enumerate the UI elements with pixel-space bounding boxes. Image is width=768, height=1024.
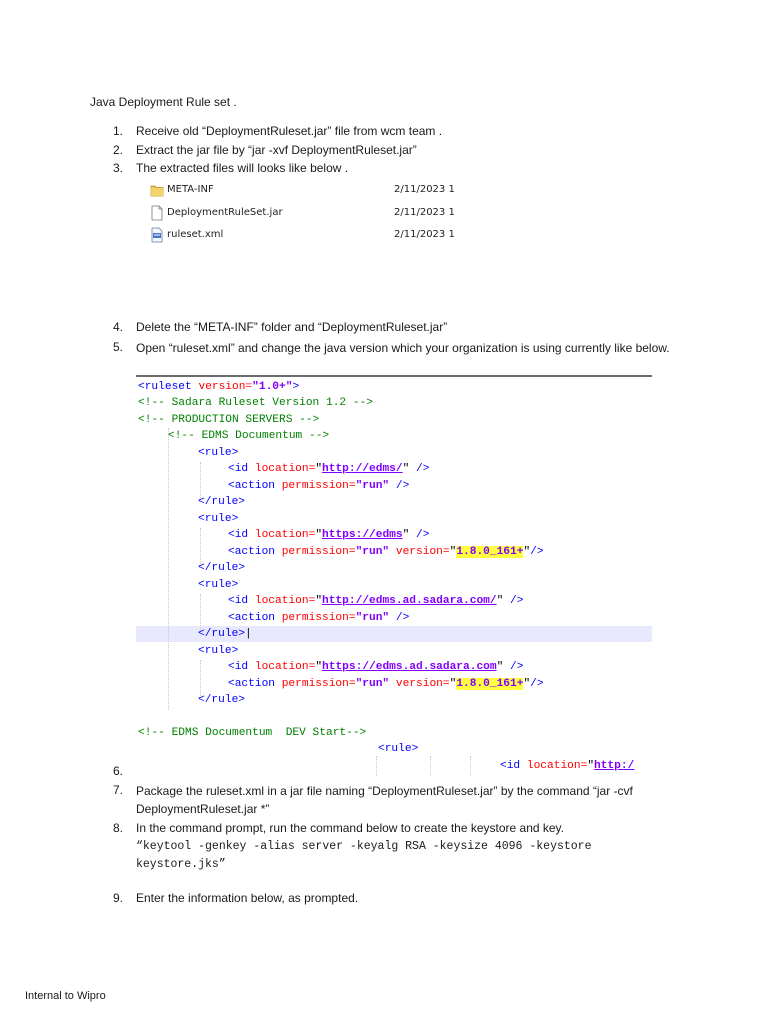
file-date: 2/11/2023 1 [394, 207, 455, 218]
code-token: version= [395, 678, 450, 690]
code-token: "run" [355, 480, 390, 492]
code-token: <action [228, 546, 275, 558]
code-token: location= [254, 595, 316, 607]
file-icon [150, 205, 164, 221]
code-token: /> [409, 463, 430, 475]
indent-guide [168, 428, 169, 710]
highlighted-java-version: 1.8.0_161+ [456, 678, 524, 690]
editor-top-border [136, 375, 652, 377]
code-token: /> [389, 612, 410, 624]
code-token: "run" [355, 546, 390, 558]
code-line-17: <rule> [198, 645, 239, 657]
code-token: <ruleset [138, 381, 192, 393]
step-1-text: Receive old “DeploymentRuleset.jar” file from wcm team . [136, 124, 443, 138]
code-url[interactable]: https://edms [322, 529, 403, 541]
code-token: <id [228, 595, 249, 607]
code-token: version= [395, 546, 450, 558]
indent-guide [376, 756, 377, 776]
code-token: "1.0+" [252, 381, 293, 393]
step-4-text: Delete the “META-INF” folder and “DeploymentRuleset.jar” [136, 320, 448, 334]
step-8-number: 8. [113, 821, 124, 835]
code-line-13: <rule> [198, 579, 239, 591]
code-token: "run" [355, 678, 390, 690]
code-token: <id [500, 760, 521, 772]
code-line-18: <id location="https://edms.ad.sadara.com" /> [228, 661, 524, 673]
file-name: ruleset.xml [167, 229, 224, 240]
step-9-text: Enter the information below, as prompted. [136, 891, 359, 905]
code-token: "run" [355, 612, 390, 624]
step-2-text: Extract the jar file by “jar -xvf DeploymentRuleset.jar” [136, 143, 417, 157]
code-line-22: <rule> [378, 743, 419, 755]
footer-classification: Internal to Wipro [25, 990, 106, 1002]
step-5-text: Open “ruleset.xml” and change the java version which your organization is using currently like below. [136, 341, 670, 355]
code-url[interactable]: http://edms.ad.sadara.com/ [322, 595, 497, 607]
code-token: /> [389, 480, 410, 492]
code-token: permission= [281, 678, 356, 690]
highlighted-java-version: 1.8.0_161+ [456, 546, 524, 558]
code-token: location= [254, 463, 316, 475]
step-3-text: The extracted files will looks like below . [136, 161, 349, 175]
code-token: </rule> [198, 628, 245, 640]
code-token: permission= [281, 612, 356, 624]
code-line-11: <action permission="run" version="1.8.0_161+"/> [228, 546, 544, 558]
step-3-number: 3. [113, 161, 124, 175]
file-name: META-INF [167, 184, 214, 195]
document-heading: Java Deployment Rule set . [90, 95, 237, 109]
indent-guide [470, 756, 471, 776]
code-token: location= [526, 760, 588, 772]
step-7-number: 7. [113, 783, 124, 797]
code-line-3: <!-- PRODUCTION SERVERS --> [138, 414, 320, 426]
step-9-number: 9. [113, 891, 124, 905]
code-token: /> [503, 661, 524, 673]
code-token: /> [503, 595, 524, 607]
code-line-1 [138, 379, 299, 396]
code-line-19: <action permission="run" version="1.8.0_161+"/> [228, 678, 544, 690]
code-token: location= [254, 529, 316, 541]
file-date: 2/11/2023 1 [394, 229, 455, 240]
code-token: version= [198, 381, 253, 393]
step-6-number: 6. [113, 764, 124, 778]
code-token: location= [254, 661, 316, 673]
code-url[interactable]: http:/ [594, 760, 635, 772]
code-line-5: <rule> [198, 447, 239, 459]
code-token: > [292, 381, 300, 393]
code-token: <id [228, 661, 249, 673]
file-date: 2/11/2023 1 [394, 184, 455, 195]
xml-file-icon [150, 227, 164, 243]
file-name: DeploymentRuleSet.jar [167, 207, 283, 218]
step-1-number: 1. [113, 124, 124, 138]
code-line-23: <id location="http:/ [500, 760, 635, 772]
step-8-command: “keytool -genkey -alias server -keyalg RSA -keysize 4096 -keystore keystore.jks” [136, 840, 592, 871]
step-8-text: In the command prompt, run the command below to create the keystore and key. [136, 821, 564, 835]
code-line-2: <!-- Sadara Ruleset Version 1.2 --> [138, 397, 373, 409]
code-line-6: <id location="http://edms/" /> [228, 463, 430, 475]
code-token: permission= [281, 480, 356, 492]
code-line-16: </rule>| [198, 628, 252, 640]
step-2-number: 2. [113, 143, 124, 157]
code-token: <action [228, 612, 275, 624]
code-line-7 [228, 478, 409, 495]
code-url[interactable]: http://edms/ [322, 463, 403, 475]
code-line-12: </rule> [198, 562, 245, 574]
code-token: /> [409, 529, 430, 541]
code-url[interactable]: https://edms.ad.sadara.com [322, 661, 497, 673]
code-line-4: <!-- EDMS Documentum --> [168, 430, 330, 442]
code-line-21: <!-- EDMS Documentum DEV Start--> [138, 727, 367, 739]
step-7-text: Package the ruleset.xml in a jar file naming “DeploymentRuleset.jar” by the command “jar -cvf DeploymentRuleset.jar *” [136, 784, 633, 816]
step-5-number: 5. [113, 340, 124, 354]
folder-icon [150, 182, 164, 198]
code-line-8: </rule> [198, 496, 245, 508]
code-line-15 [228, 610, 409, 627]
code-token: <action [228, 678, 275, 690]
code-line-10: <id location="https://edms" /> [228, 529, 430, 541]
code-line-9: <rule> [198, 513, 239, 525]
code-token: <id [228, 463, 249, 475]
code-token: permission= [281, 546, 356, 558]
code-token: <action [228, 480, 275, 492]
step-4-number: 4. [113, 320, 124, 334]
code-line-20: </rule> [198, 694, 245, 706]
indent-guide [430, 756, 431, 776]
code-line-14: <id location="http://edms.ad.sadara.com/" /> [228, 595, 524, 607]
code-token: <id [228, 529, 249, 541]
